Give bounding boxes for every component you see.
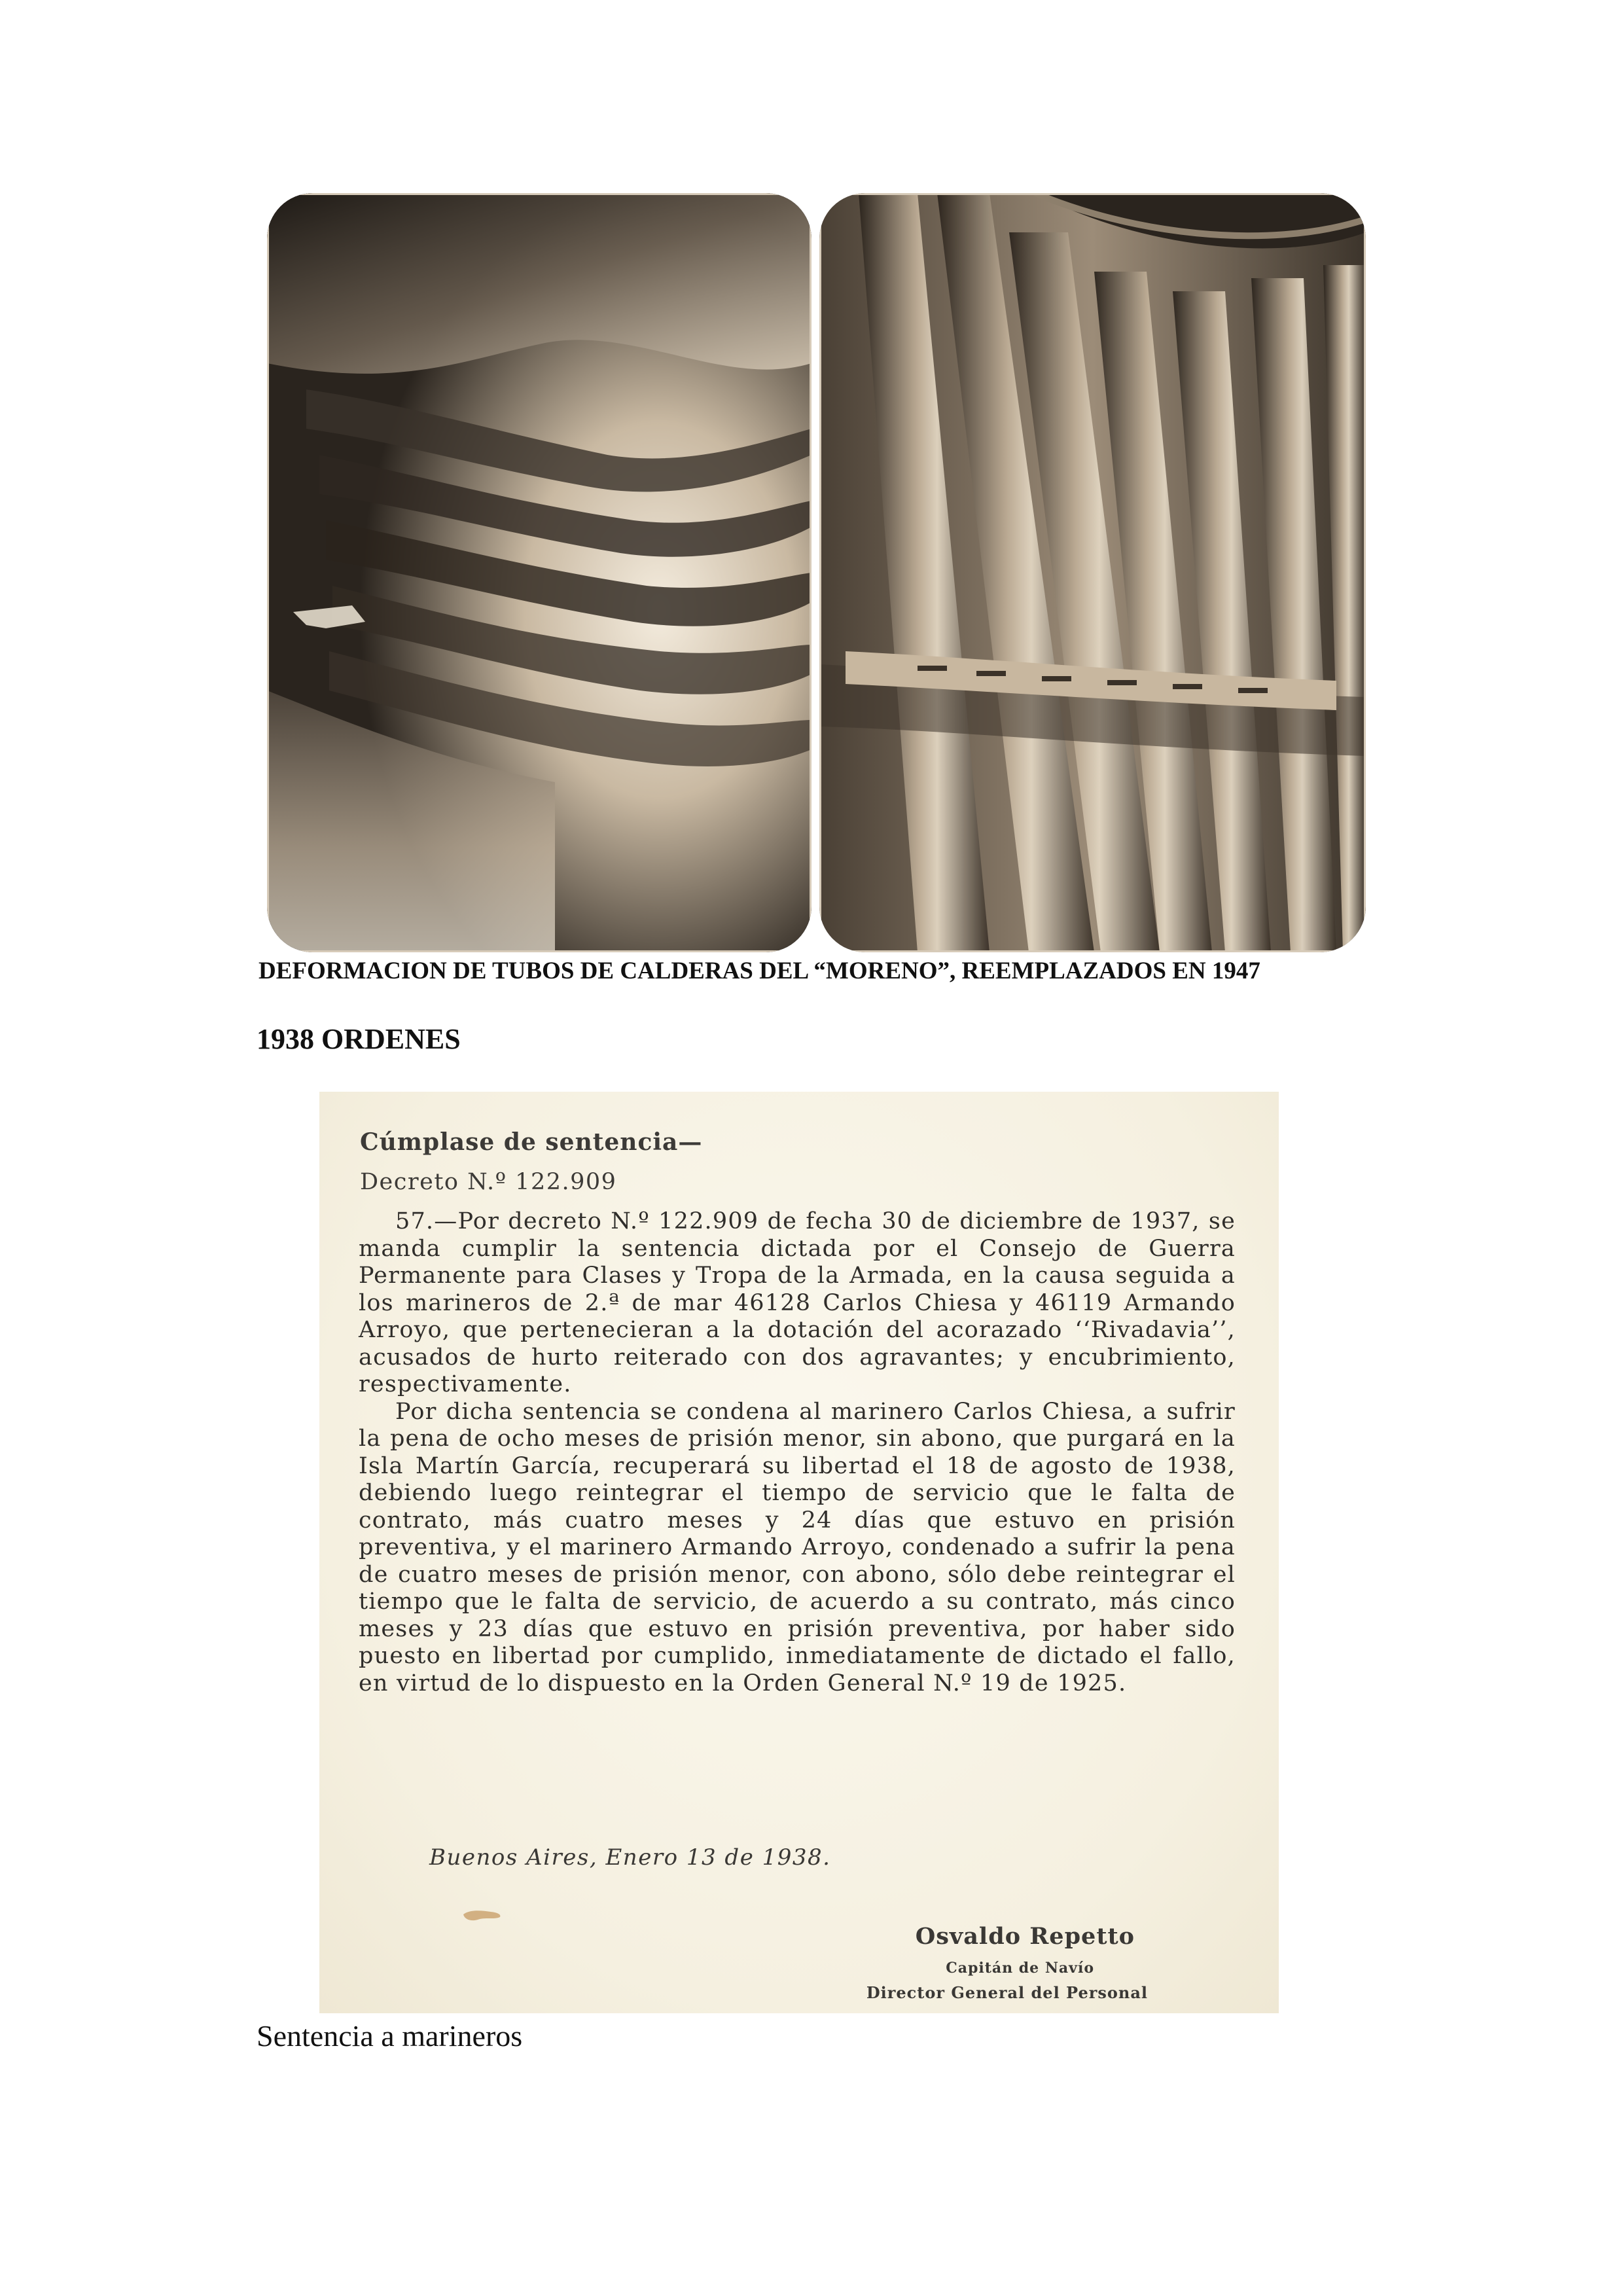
ink-stain: [462, 1908, 503, 1922]
section-heading: 1938 ORDENES: [257, 1023, 461, 1055]
clipping-body: [359, 1208, 1236, 1697]
boiler-tubes-photo-right-image: [819, 193, 1366, 952]
photo-caption: DEFORMACION DE TUBOS DE CALDERAS DEL “MORENO”, REEMPLAZADOS EN 1947: [259, 958, 1260, 984]
clipping-caption: Sentencia a marineros: [257, 2019, 523, 2053]
boiler-tubes-photo-right: [819, 193, 1366, 952]
clipping-paragraph: 57.—Por decreto N.º 122.909 de fecha 30 de diciembre de 1937, se manda cumplir la sentencia dictada por el Consejo de Guerra Permanente para Clases y Tropa de la Armada, en la causa seguida a los marineros de 2.ª de mar 46128 Carlos Chiesa y 46119 Armando Arroyo, que pertenecieran a la dotación del acorazado ‘‘Rivadavia’’, acusados de hurto reiterado con dos agravantes; y encubrimiento, respectivamente.: [359, 1208, 1236, 1397]
signatory-role: Director General del Personal: [866, 1983, 1148, 2002]
order-clipping: [319, 1092, 1279, 2013]
signatory-rank: Capitán de Navío: [946, 1960, 1094, 1977]
clipping-place-date: Buenos Aires, Enero 13 de 1938.: [429, 1844, 831, 1871]
signatory-name: Osvaldo Repetto: [915, 1923, 1135, 1950]
clipping-paragraph: Por dicha sentencia se condena al marinero Carlos Chiesa, a sufrir la pena de ocho meses de prisión menor, sin abono, que purgará en la Isla Martín García, recuperará su libertad el 18 de agosto de 1938, debiendo luego reintegrar el tiempo de servicio que le falta de contrato, más cuatro meses y 24 días que estuvo en prisión preventiva, y el marinero Armando Arroyo, condenado a sufrir la pena de cuatro meses de prisión menor, con abono, sólo debe reintegrar el tiempo que le falta de servicio, de acuerdo a su contrato, más cinco meses y 23 días que estuvo en prisión preventiva, por haber sido puesto en libertad por cumplido, inmediatamente de dictado el fallo, en virtud de lo dispuesto en la Orden General N.º 19 de 1925.: [359, 1398, 1236, 1696]
clipping-decree-number: Decreto N.º 122.909: [360, 1169, 617, 1195]
boiler-tubes-photo-left: [267, 193, 812, 952]
clipping-title: Cúmplase de sentencia—: [360, 1128, 703, 1156]
boiler-tubes-photo-left-image: [267, 193, 812, 952]
